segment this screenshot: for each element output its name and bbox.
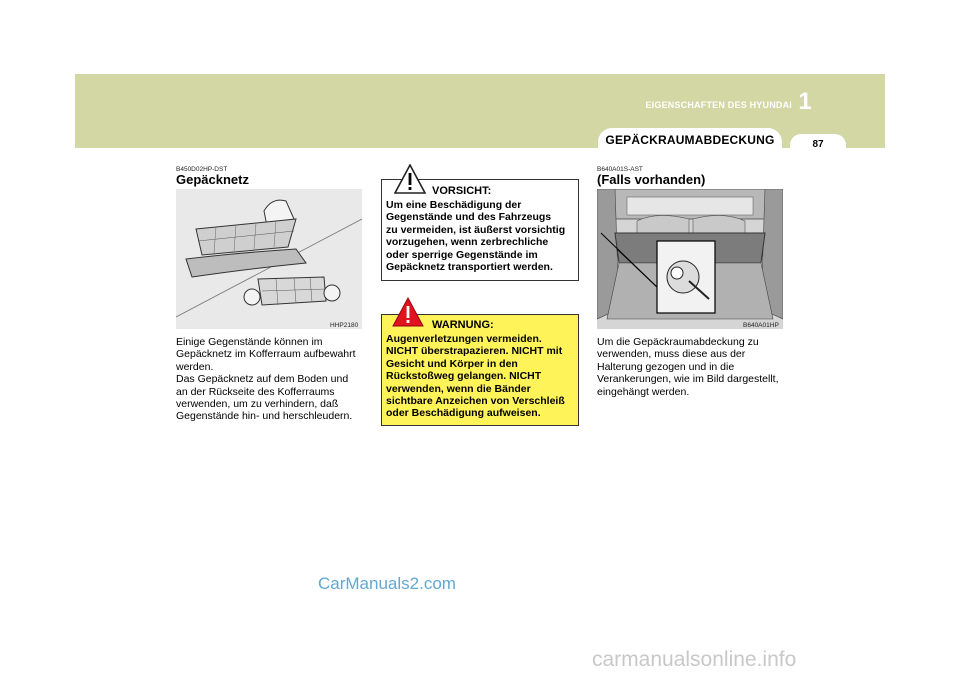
page-number-tab [790,134,846,156]
body-text [597,336,785,398]
caution-text [386,199,574,273]
body-line: Einige Gegenstände können im [176,336,323,348]
warning-line: NICHT überstrapazieren. NICHT mit [386,345,563,358]
cargo-cover-illustration [597,189,783,329]
warning-line: Gesicht und Körper in den [386,357,518,370]
cargo-cover-drawing [597,189,783,329]
caution-line: Gegenstände und des Fahrzeugs [386,211,552,224]
body-line: eingehängt werden. [597,385,690,398]
warning-text [386,333,574,420]
section-heading: (Falls vorhanden) [597,172,706,187]
warning-line: Augenverletzungen vermeiden. [386,333,542,345]
body-line: Gegenstände hin- und herschleudern. [176,410,353,423]
luggage-net-drawing [176,189,362,329]
watermark-text: carmanualsonline.info [592,648,797,671]
page-number: 87 [812,139,824,150]
warning-title: WARNUNG: [432,319,494,331]
chapter-number: 1 [798,88,812,115]
body-line: Verankerungen, wie im Bild dargestellt, [597,373,779,386]
luggage-net-illustration [176,189,362,329]
caution-title: VORSICHT: [432,185,492,197]
section-code: B450D02HP-DST [176,166,228,173]
body-line: an der Rückseite des Kofferraums [176,385,335,398]
body-line: verwenden, um zu verhindern, daß [176,398,339,411]
caution-line: Gepäcknetz transportiert werden. [386,261,553,274]
body-line: Gepäcknetz im Kofferraum aufbewahrt [176,348,356,361]
warning-triangle-icon [392,297,424,327]
section-title: GEPÄCKRAUMABDECKUNG [605,133,775,147]
section-code: B640A01S-AST [597,166,643,173]
watermark-link[interactable]: CarManuals2.com [318,574,456,593]
warning-line: sichtbare Anzeichen von Verschleiß [386,395,565,408]
chapter-title: EIGENSCHAFTEN DES HYUNDAI [645,100,792,110]
body-line: Um die Gepäckraumabdeckung zu [597,336,759,348]
body-line: werden. [176,360,214,373]
caution-line: Um eine Beschädigung der [386,199,522,211]
warning-triangle-icon [394,164,426,194]
body-text [176,336,364,423]
section-heading: Gepäcknetz [176,172,249,187]
caution-line: vorzugehen, wenn zerbrechliche [386,236,549,249]
warning-line: verwenden, wenn die Bänder [386,382,531,395]
body-line: verwenden, muss diese aus der [597,348,746,361]
warning-line: oder Beschädigung aufweisen. [386,407,541,420]
body-line: Das Gepäcknetz auf dem Boden und [176,373,349,386]
section-tab [598,128,782,156]
warning-line: Rückstoßweg gelangen. NICHT [386,370,542,383]
caution-line: oder sperrige Gegenstände im [386,248,538,261]
figure-label: HHP2180 [330,322,359,329]
body-line: Halterung gezogen und in die [597,360,735,373]
caution-line: zu vermeiden, ist äußerst vorsichtig [386,223,566,236]
figure-label: B640A01HP [743,322,779,329]
